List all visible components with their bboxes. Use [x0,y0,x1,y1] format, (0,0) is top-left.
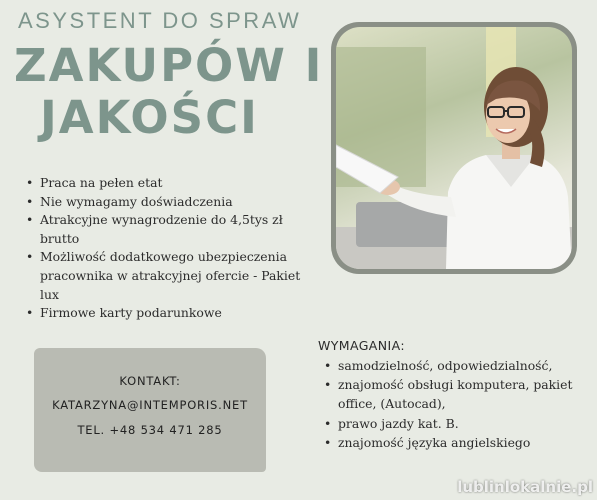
woman-photo [336,27,572,269]
requirements-list [322,356,592,452]
requirements-heading: WYMAGANIA: [318,338,405,353]
photo-frame [331,22,577,274]
job-subtitle: ASYSTENT DO SPRAW [18,8,302,33]
benefits-list [24,174,314,323]
requirement-item: • samodzielność, odpowiedzialność, [322,356,592,375]
benefit-item: • Możliwość dodatkowego ubezpieczenia pracownika w atrakcyjnej ofercie - Pakiet lux [24,248,314,304]
contact-phone: TEL. +48 534 471 285 [77,423,223,437]
job-title [14,40,323,144]
job-title-line-1: ZAKUPÓW I [14,39,324,92]
contact-email: KATARZYNA@INTEMPORIS.NET [52,398,248,412]
site-watermark: lublinlokalnie.pl [457,478,593,496]
woman-illustration [336,27,572,269]
benefit-item: • Firmowe karty podarunkowe [24,304,314,323]
benefit-item: • Atrakcyjne wynagrodzenie do 4,5tys zł brutto [24,211,314,248]
job-title-line-2: JAKOŚCI [40,91,259,144]
contact-box [34,348,266,472]
requirement-item: • prawo jazdy kat. B. [322,414,592,433]
contact-label: KONTAKT: [119,374,181,388]
requirement-item: • znajomość obsługi komputera, pakiet office, (Autocad), [322,375,592,413]
benefit-item: • Nie wymagamy doświadczenia [24,193,314,212]
requirement-item: • znajomość języka angielskiego [322,433,592,452]
benefit-item: • Praca na pełen etat [24,174,314,193]
